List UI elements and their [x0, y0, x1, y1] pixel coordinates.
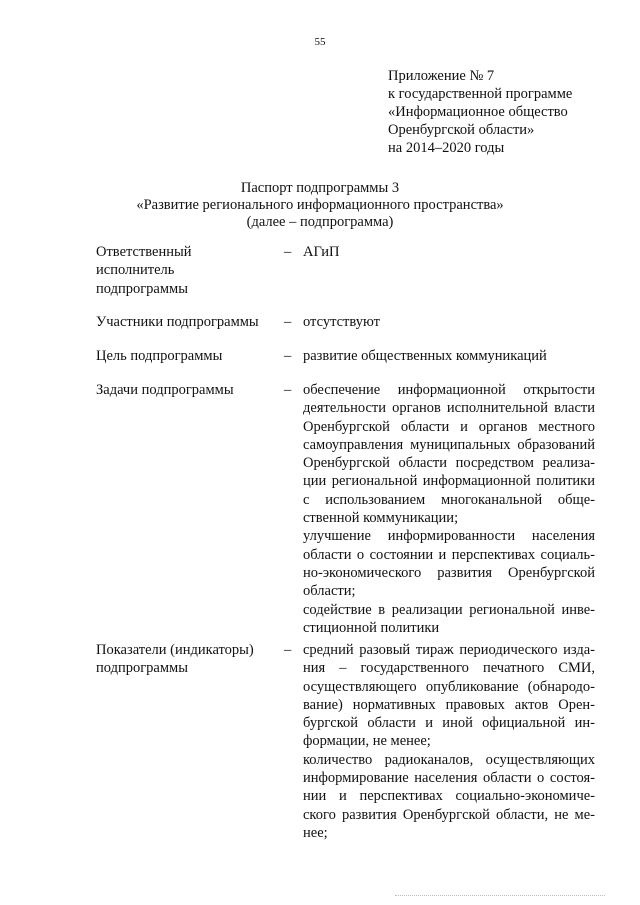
appendix-heading	[388, 67, 628, 157]
appendix-line: «Информационное общество	[388, 104, 568, 120]
value-line: отсутствуют	[303, 314, 380, 330]
value-line: Оренбургской области посредством реализа-	[303, 455, 595, 472]
appendix-line: к государственной программе	[388, 86, 573, 102]
title-line: «Развитие регионального информационного пространства»	[136, 197, 504, 213]
label-line: подпрограммы	[96, 660, 188, 677]
row-label-tasks	[96, 381, 271, 399]
value-line: информирование населения области о состоя-	[303, 770, 595, 787]
row-value-goal	[303, 347, 595, 365]
label-line: Участники подпрограммы	[96, 314, 259, 330]
page-number: 55	[314, 36, 326, 48]
row-value-indicators	[303, 641, 595, 842]
value-line: с использованием многоканальной обще-	[303, 491, 595, 508]
value-line: ственной коммуникации;	[303, 510, 459, 527]
scan-artifact-line	[395, 895, 605, 897]
row-dash: –	[284, 642, 292, 658]
label-line: исполнитель	[96, 262, 175, 279]
label-line: Показатели (индикаторы)	[96, 642, 254, 658]
value-line: области;	[303, 583, 356, 600]
value-line: обеспечение информационной открытости	[303, 382, 595, 398]
value-line: средний разовый тираж периодического изда-	[303, 642, 595, 658]
row-label-goal	[96, 347, 271, 365]
value-line: улучшение информированности населения	[303, 528, 595, 545]
value-line: ния – государственного печатного СМИ,	[303, 660, 595, 677]
value-line: развитие общественных коммуникаций	[303, 348, 547, 364]
label-line: Ответственный	[96, 244, 192, 260]
value-line: осуществляющего опубликование (обнародо-	[303, 678, 595, 695]
row-dash: –	[284, 244, 292, 260]
label-line: Цель подпрограммы	[96, 348, 223, 364]
value-line: нее;	[303, 824, 328, 841]
value-line: но-экономического развития Оренбургской	[303, 564, 595, 581]
label-line: подпрограммы	[96, 280, 188, 297]
value-line: формации, не менее;	[303, 733, 431, 750]
appendix-line: на 2014–2020 годы	[388, 140, 505, 156]
row-dash: –	[284, 348, 292, 364]
value-line: деятельности органов исполнительной власти	[303, 400, 595, 417]
row-label-participants	[96, 313, 271, 331]
value-line: нии и перспективах социально-экономиче-	[303, 788, 595, 805]
appendix-line: Оренбургской области»	[388, 122, 535, 138]
value-line: области о состоянии и перспективах социаль-	[303, 546, 595, 563]
value-line: количество радиоканалов, осуществляющих	[303, 751, 595, 768]
row-dash: –	[284, 382, 292, 398]
document-title	[0, 180, 640, 231]
value-line: самоуправления муниципальных образований	[303, 436, 595, 453]
row-label-indicators	[96, 641, 271, 678]
value-line: ского развития Оренбургской области, не ме-	[303, 806, 595, 823]
value-line: ции региональной информационной политики	[303, 473, 595, 490]
title-line: (далее – подпрограмма)	[246, 214, 394, 230]
value-line: вание) нормативных правовых актов Орен-	[303, 696, 595, 713]
value-line: бургской области и иной официальной ин-	[303, 715, 595, 732]
row-dash: –	[284, 314, 292, 330]
value-line: Оренбургской области и органов местного	[303, 418, 595, 435]
label-line: Задачи подпрограммы	[96, 382, 234, 398]
row-value-participants	[303, 313, 595, 331]
appendix-line: Приложение № 7	[388, 68, 495, 84]
row-label-responsible	[96, 243, 271, 298]
row-value-tasks	[303, 381, 595, 637]
value-line: стиционной политики	[303, 619, 440, 636]
value-line: АГиП	[303, 244, 340, 260]
value-line: содействие в реализации региональной инве-	[303, 601, 595, 618]
row-value-responsible	[303, 243, 595, 261]
title-line: Паспорт подпрограммы 3	[240, 180, 400, 196]
